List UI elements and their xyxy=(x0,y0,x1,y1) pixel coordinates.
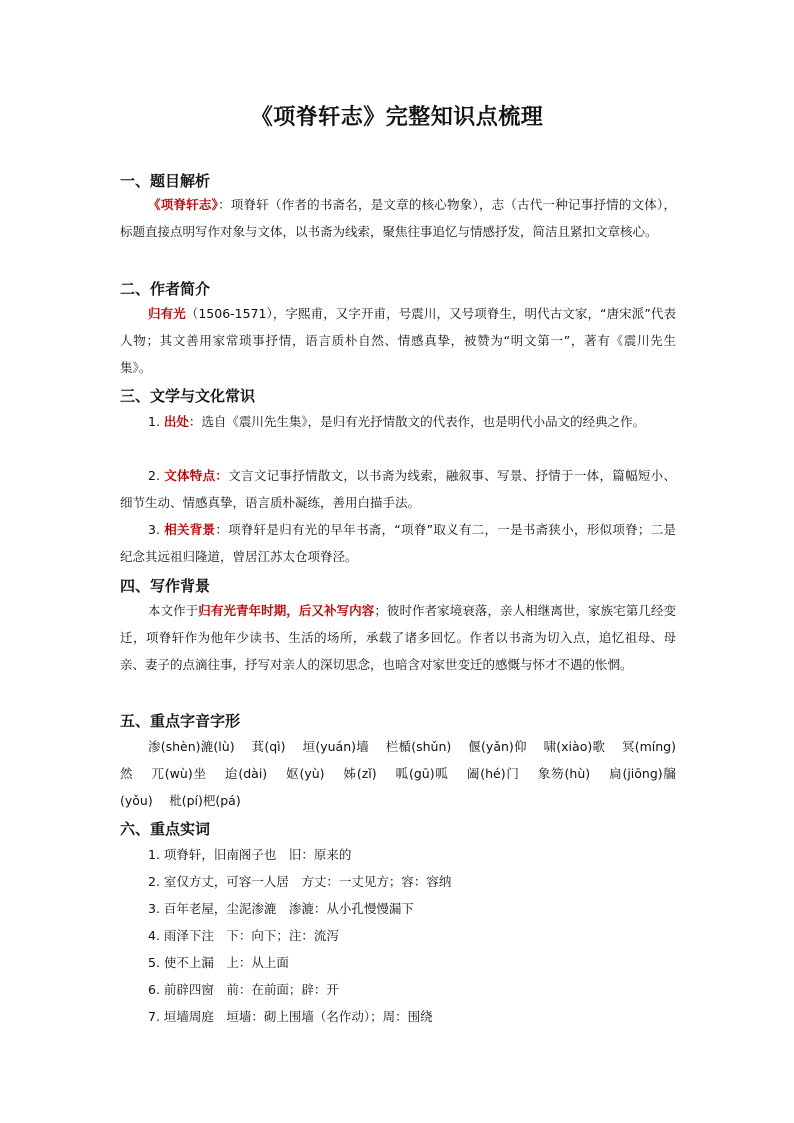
section-heading-author: 二、作者简介 xyxy=(120,280,211,298)
key-word-item: 1. 项脊轩，旧南阁子也 旧：原来的 xyxy=(148,847,352,862)
document-title: 《项脊轩志》完整知识点梳理 xyxy=(250,105,544,130)
section-heading-key-words: 六、重点实词 xyxy=(120,820,211,838)
section-heading-literary-knowledge: 三、文学与文化常识 xyxy=(120,387,256,405)
item-number: 3. xyxy=(148,522,165,537)
key-word-item: 4. 雨泽下注 下：向下；注：流泻 xyxy=(148,928,339,943)
literary-item-source xyxy=(120,408,676,435)
keyword: 相关背景 xyxy=(164,522,216,537)
literary-item-style xyxy=(120,462,676,516)
section-heading-pronunciation: 五、重点字音字形 xyxy=(120,712,241,730)
section-heading-title-analysis: 一、题目解析 xyxy=(120,172,211,190)
paragraph-text: ：项脊轩是归有光的早年书斋，“项脊”取义有二，一是书斋狭小，形似项脊；二是纪念其远祖归隆道，曾居江苏太仓项脊泾。 xyxy=(120,522,676,564)
title-analysis-paragraph xyxy=(120,191,676,245)
pronunciation-paragraph: 渗(shèn)漉(lù) 萁(qì) 垣(yuán)墙 栏楯(shǔn) 偃(yǎn)仰 啸(xiào)歌 冥(míng)然 兀(wù)坐 迨(dài) 妪(yù) 姊(zǐ) 呱(gū)呱 阖(hé)门 象笏(hù) 扃(jiōng)牖(yǒu) 枇(pí)杷(pá) xyxy=(120,739,676,808)
key-word-item: 7. 垣墙周庭 垣墙：砌上围墙（名作动）；周：围绕 xyxy=(148,1009,433,1024)
writing-background-paragraph xyxy=(120,597,676,678)
paragraph-text: （1506-1571），字熙甫，又字开甫，号震川，又号项脊生，明代古文家，“唐宋派”代表人物；其文善用家常琐事抒情，语言质朴自然、情感真挚，被赞为“明文第一”，著有《震川先生集》。 xyxy=(120,306,676,375)
paragraph-text: 本文作于 xyxy=(148,603,199,618)
paragraph-text: ：选自《震川先生集》，是归有光抒情散文的代表作，也是明代小品文的经典之作。 xyxy=(188,414,646,429)
keyword: 归有光青年时期，后又补写内容 xyxy=(198,603,375,618)
keyword: 归有光 xyxy=(148,306,186,321)
paragraph-text: ；彼时作者家境衰落，亲人相继离世，家族宅第几经变迁，项脊轩作为他年少读书、生活的场所，承载了诸多回忆。作者以书斋为切入点，追忆祖母、母亲、妻子的点滴往事，抒写对亲人的深切思念，也暗含对家世变迁的感慨与怀才不遇的怅惘。 xyxy=(120,603,676,672)
section-heading-writing-background: 四、写作背景 xyxy=(120,577,211,595)
key-word-item: 6. 前辟四窗 前：在前面；辟：开 xyxy=(148,982,339,997)
keyword: 文体特点： xyxy=(164,468,229,483)
key-word-item: 5. 使不上漏 上：从上面 xyxy=(148,955,289,970)
keyword: 《项脊轩志》 xyxy=(148,197,219,212)
key-word-item: 2. 室仅方丈，可容一人居 方丈：一丈见方；容：容纳 xyxy=(148,874,452,889)
item-number: 2. xyxy=(148,468,165,483)
paragraph-text: 文言文记事抒情散文，以书斋为线索，融叙事、写景、抒情于一体，篇幅短小、细节生动、情感真挚，语言质朴凝练，善用白描手法。 xyxy=(120,468,676,510)
paragraph-text: ：项脊轩（作者的书斋名，是文章的核心物象），志（古代一种记事抒情的文体），标题直接点明写作对象与文体，以书斋为线索，聚焦往事追忆与情感抒发，简洁且紧扣文章核心。 xyxy=(120,197,676,239)
item-number: 1. xyxy=(148,414,164,429)
keyword: 出处 xyxy=(163,414,189,429)
author-paragraph xyxy=(120,300,676,381)
literary-item-background xyxy=(120,516,676,570)
key-word-item: 3. 百年老屋，尘泥渗漉 渗漉：从小孔慢慢漏下 xyxy=(148,901,414,916)
